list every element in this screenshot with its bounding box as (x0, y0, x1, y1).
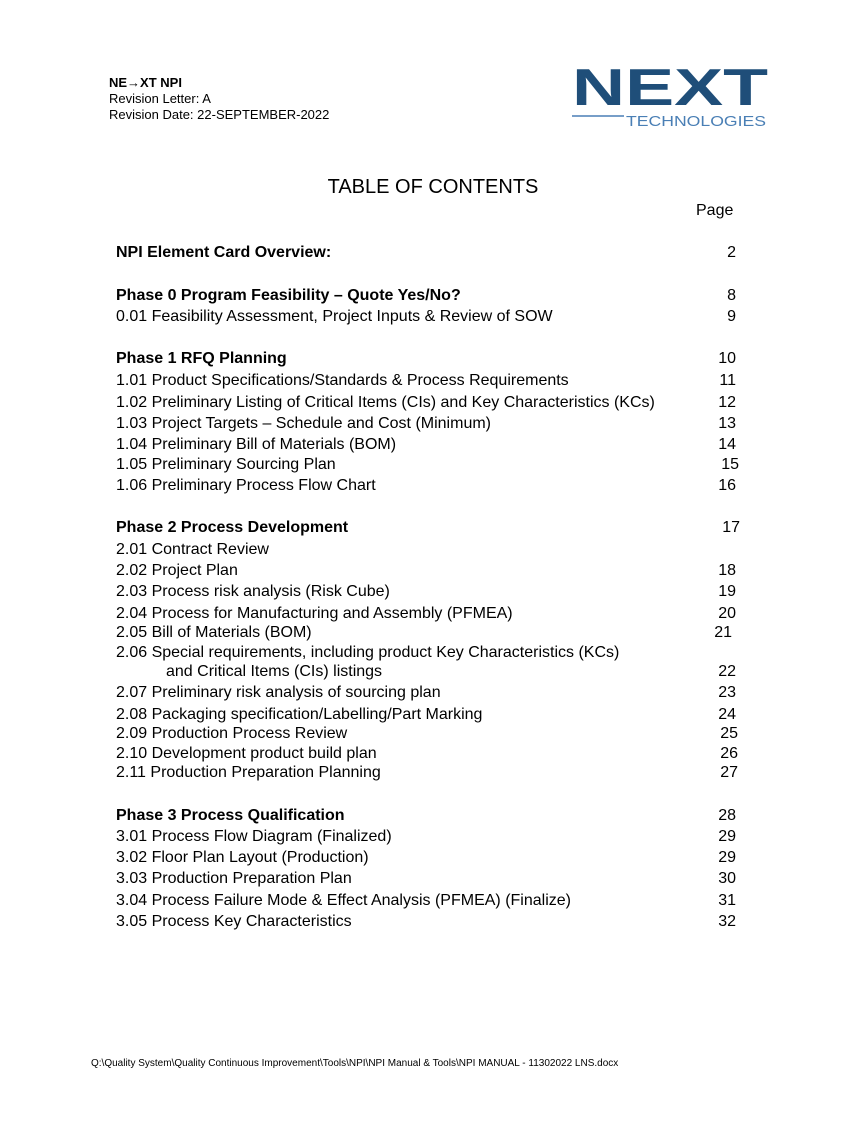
toc-entry: 0.01 Feasibility Assessment, Project Inputs & Review of SOW (116, 308, 553, 325)
toc-page-number: 19 (718, 583, 736, 600)
toc-page-number: 15 (721, 456, 739, 473)
page-column-label: Page (696, 202, 734, 219)
toc-entry: 1.03 Project Targets – Schedule and Cost (Minimum) (116, 415, 491, 432)
revision-date: Revision Date: 22-SEPTEMBER-2022 (109, 107, 330, 122)
toc-entry: 3.03 Production Preparation Plan (116, 870, 352, 887)
toc-entry: 2.08 Packaging specification/Labelling/Part Marking (116, 706, 483, 723)
toc-title: TABLE OF CONTENTS (327, 176, 539, 198)
toc-entry: Phase 2 Process Development (116, 519, 349, 536)
toc-page-number: 20 (718, 605, 736, 622)
toc-page-number: 22 (718, 663, 736, 680)
logo-subtext: TECHNOLOGIES (626, 113, 766, 130)
toc-page-number: 17 (722, 519, 740, 536)
toc-entry: and Critical Items (CIs) listings (166, 663, 383, 680)
toc-entry: 1.04 Preliminary Bill of Materials (BOM) (116, 436, 397, 453)
toc-page-number: 27 (720, 764, 738, 781)
toc-page-number: 23 (718, 684, 736, 701)
toc-page-number: 8 (727, 287, 736, 304)
toc-page-number: 18 (718, 562, 736, 579)
toc-page-number: 24 (718, 706, 736, 723)
toc-page-number: 9 (727, 308, 736, 325)
toc-entry: NPI Element Card Overview: (116, 244, 332, 261)
toc-page-number: 32 (718, 913, 736, 930)
toc-entry: 3.02 Floor Plan Layout (Production) (116, 849, 369, 866)
document-title: NE→XT NPI (109, 75, 182, 90)
toc-entry: 2.03 Process risk analysis (Risk Cube) (116, 583, 390, 600)
toc-entry: 2.09 Production Process Review (116, 725, 348, 742)
toc-page-number: 26 (720, 745, 738, 762)
toc-entry: 2.05 Bill of Materials (BOM) (116, 624, 312, 641)
toc-entry: 3.01 Process Flow Diagram (Finalized) (116, 828, 392, 845)
toc-page-number: 29 (718, 828, 736, 845)
toc-page-number: 16 (718, 477, 736, 494)
toc-entry: 1.05 Preliminary Sourcing Plan (116, 456, 336, 473)
toc-entry: 2.06 Special requirements, including product Key Characteristics (KCs) (116, 644, 620, 661)
toc-entry: 2.07 Preliminary risk analysis of sourcing plan (116, 684, 441, 701)
toc-page-number: 28 (718, 807, 736, 824)
toc-page-number: 21 (714, 624, 732, 641)
toc-entry: 3.05 Process Key Characteristics (116, 913, 352, 930)
toc-page-number: 10 (718, 350, 736, 367)
file-path-footer: Q:\Quality System\Quality Continuous Improvement\Tools\NPI\NPI Manual & Tools\NPI MANUAL - 11302022 LNS.docx (91, 1058, 619, 1069)
document-header (109, 75, 329, 123)
toc-page-number: 14 (718, 436, 736, 453)
toc-entry: Phase 0 Program Feasibility – Quote Yes/No? (116, 287, 461, 304)
toc-entry: 1.02 Preliminary Listing of Critical Items (CIs) and Key Characteristics (KCs) (116, 394, 655, 411)
toc-page-number: 13 (718, 415, 736, 432)
toc-entry: Phase 1 RFQ Planning (116, 350, 287, 367)
toc-entry: 1.01 Product Specifications/Standards & Process Requirements (116, 372, 569, 389)
toc-entry: 1.06 Preliminary Process Flow Chart (116, 477, 376, 494)
toc-entry: 2.11 Production Preparation Planning (116, 764, 381, 781)
toc-entry: 3.04 Process Failure Mode & Effect Analysis (PFMEA) (Finalize) (116, 892, 571, 909)
toc-page-number: 12 (718, 394, 736, 411)
toc-page-number: 2 (727, 244, 736, 261)
toc-page-number: 31 (718, 892, 736, 909)
toc-entry: 2.04 Process for Manufacturing and Assembly (PFMEA) (116, 605, 513, 622)
toc-page-number: 30 (718, 870, 736, 887)
revision-letter: Revision Letter: A (109, 91, 211, 106)
toc-entry: Phase 3 Process Qualification (116, 807, 345, 824)
logo-text: NEXT (572, 64, 769, 117)
toc-page-number: 11 (719, 372, 736, 389)
next-technologies-logo (570, 64, 770, 130)
toc-entry: 2.10 Development product build plan (116, 745, 377, 762)
toc-page-number: 29 (718, 849, 736, 866)
toc-entry: 2.01 Contract Review (116, 541, 269, 558)
toc-entry: 2.02 Project Plan (116, 562, 238, 579)
toc-page-number: 25 (720, 725, 738, 742)
